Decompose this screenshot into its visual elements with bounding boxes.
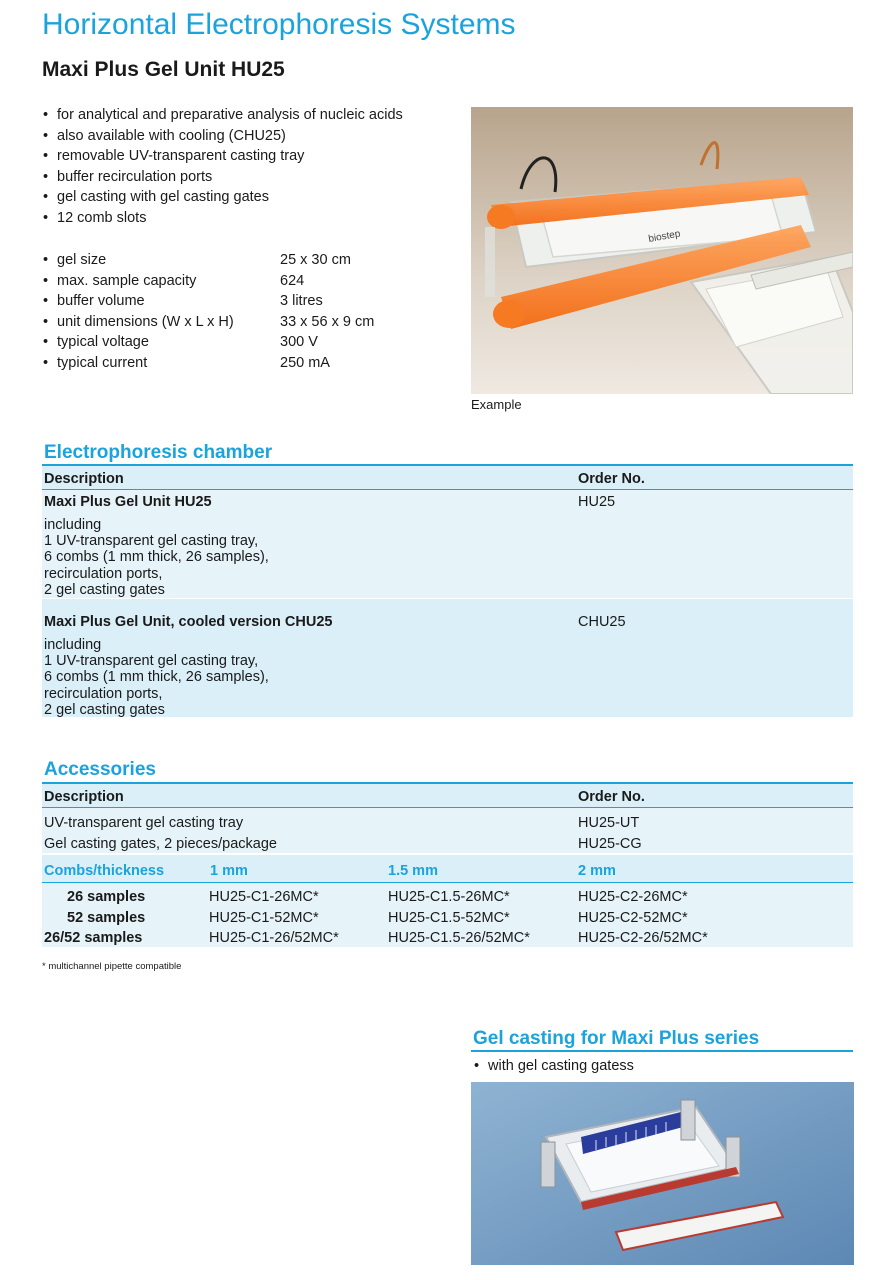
description-line: 2 gel casting gates [44, 701, 165, 718]
spec-list [42, 250, 462, 374]
list-item: • 12 comb slots [42, 208, 403, 229]
combs-header-1mm: 1 mm [210, 863, 248, 879]
description-line: 2 gel casting gates [44, 581, 165, 598]
list-item: • for analytical and preparative analysis of nucleic acids [42, 105, 403, 126]
spec-label: buffer volume [57, 293, 145, 310]
comb-order-number: HU25-C1.5-52MC* [388, 910, 510, 926]
spec-row [42, 312, 462, 333]
spec-row [42, 250, 462, 271]
page-title: Horizontal Electrophoresis Systems [42, 8, 516, 41]
product-name: Maxi Plus Gel Unit HU25 [44, 494, 212, 510]
description-line: 1 UV-transparent gel casting tray, [44, 653, 259, 670]
list-item: • gel casting with gel casting gates [42, 187, 403, 208]
accessories-section-title: Accessories [44, 759, 156, 780]
feature-list [42, 105, 403, 229]
order-number: HU25-UT [578, 815, 640, 831]
description-line: 6 combs (1 mm thick, 26 samples), [44, 669, 269, 686]
comb-order-number: HU25-C1.5-26/52MC* [388, 930, 530, 946]
order-number: HU25-CG [578, 836, 642, 852]
combs-header-1-5mm: 1.5 mm [388, 863, 438, 879]
list-item: • with gel casting gatess [473, 1056, 634, 1077]
combs-row-label: 52 samples [67, 910, 146, 926]
page-subtitle: Maxi Plus Gel Unit HU25 [42, 58, 285, 81]
combs-header-2mm: 2 mm [578, 863, 616, 879]
gel-casting-list [473, 1056, 634, 1077]
product-photo [471, 107, 853, 394]
accessory-description: UV-transparent gel casting tray [44, 815, 244, 831]
spec-value: 624 [280, 272, 305, 289]
description-line: including [44, 517, 102, 533]
spec-row [42, 291, 462, 312]
combs-header-label: Combs/thickness [44, 863, 165, 879]
comb-order-number: HU25-C1-26/52MC* [209, 930, 339, 946]
comb-order-number: HU25-C1-52MC* [209, 910, 319, 926]
order-number: HU25 [578, 494, 616, 510]
combs-row-label: 26/52 samples [44, 930, 143, 946]
spec-label: max. sample capacity [57, 272, 197, 289]
description-line: 6 combs (1 mm thick, 26 samples), [44, 549, 269, 566]
spec-label: typical voltage [57, 334, 149, 351]
comb-order-number: HU25-C1-26MC* [209, 889, 319, 905]
footnote: * multichannel pipette compatible [42, 961, 182, 972]
order-number: CHU25 [578, 614, 626, 630]
chamber-section-title: Electrophoresis chamber [44, 442, 273, 463]
column-header-order: Order No. [578, 789, 645, 805]
combs-row-label: 26 samples [67, 889, 146, 905]
spec-label: typical current [57, 354, 148, 371]
gel-casting-photo [471, 1082, 854, 1265]
spec-value: 33 x 56 x 9 cm [280, 313, 375, 330]
spec-value: 25 x 30 cm [280, 252, 351, 268]
casting-tray-illustration [471, 1082, 854, 1265]
comb-order-number: HU25-C1.5-26MC* [388, 889, 510, 905]
table-header [42, 784, 853, 807]
spec-row [42, 271, 462, 292]
accessory-description: Gel casting gates, 2 pieces/package [44, 836, 277, 852]
column-header-order: Order No. [578, 471, 645, 487]
comb-order-number: HU25-C2-26MC* [578, 889, 688, 905]
spec-label: unit dimensions (W x L x H) [57, 313, 234, 330]
product-description [44, 637, 269, 718]
section-rule [471, 1050, 853, 1052]
list-item: • buffer recirculation ports [42, 167, 403, 188]
description-line: recirculation ports, [44, 565, 163, 582]
comb-order-number: HU25-C2-52MC* [578, 910, 688, 926]
spec-value: 250 mA [280, 354, 330, 371]
spec-value: 3 litres [280, 293, 323, 310]
gel-unit-illustration [471, 107, 853, 394]
description-line: including [44, 637, 102, 653]
column-header-description: Description [44, 789, 124, 805]
spec-value: 300 V [280, 334, 318, 351]
product-description [44, 517, 269, 598]
description-line: 1 UV-transparent gel casting tray, [44, 533, 259, 550]
list-item: • removable UV-transparent casting tray [42, 146, 403, 167]
description-line: recirculation ports, [44, 685, 163, 702]
brand-mark: biostep [647, 228, 682, 245]
photo-caption: Example [471, 397, 522, 412]
list-item: • also available with cooling (CHU25) [42, 126, 403, 147]
product-name: Maxi Plus Gel Unit, cooled version CHU25 [44, 614, 333, 630]
spec-row [42, 332, 462, 353]
spec-row [42, 353, 462, 374]
comb-order-number: HU25-C2-26/52MC* [578, 930, 708, 946]
gel-casting-section-title: Gel casting for Maxi Plus series [473, 1028, 760, 1049]
column-header-description: Description [44, 471, 124, 487]
table-header [42, 466, 853, 489]
spec-label: gel size [57, 252, 107, 268]
